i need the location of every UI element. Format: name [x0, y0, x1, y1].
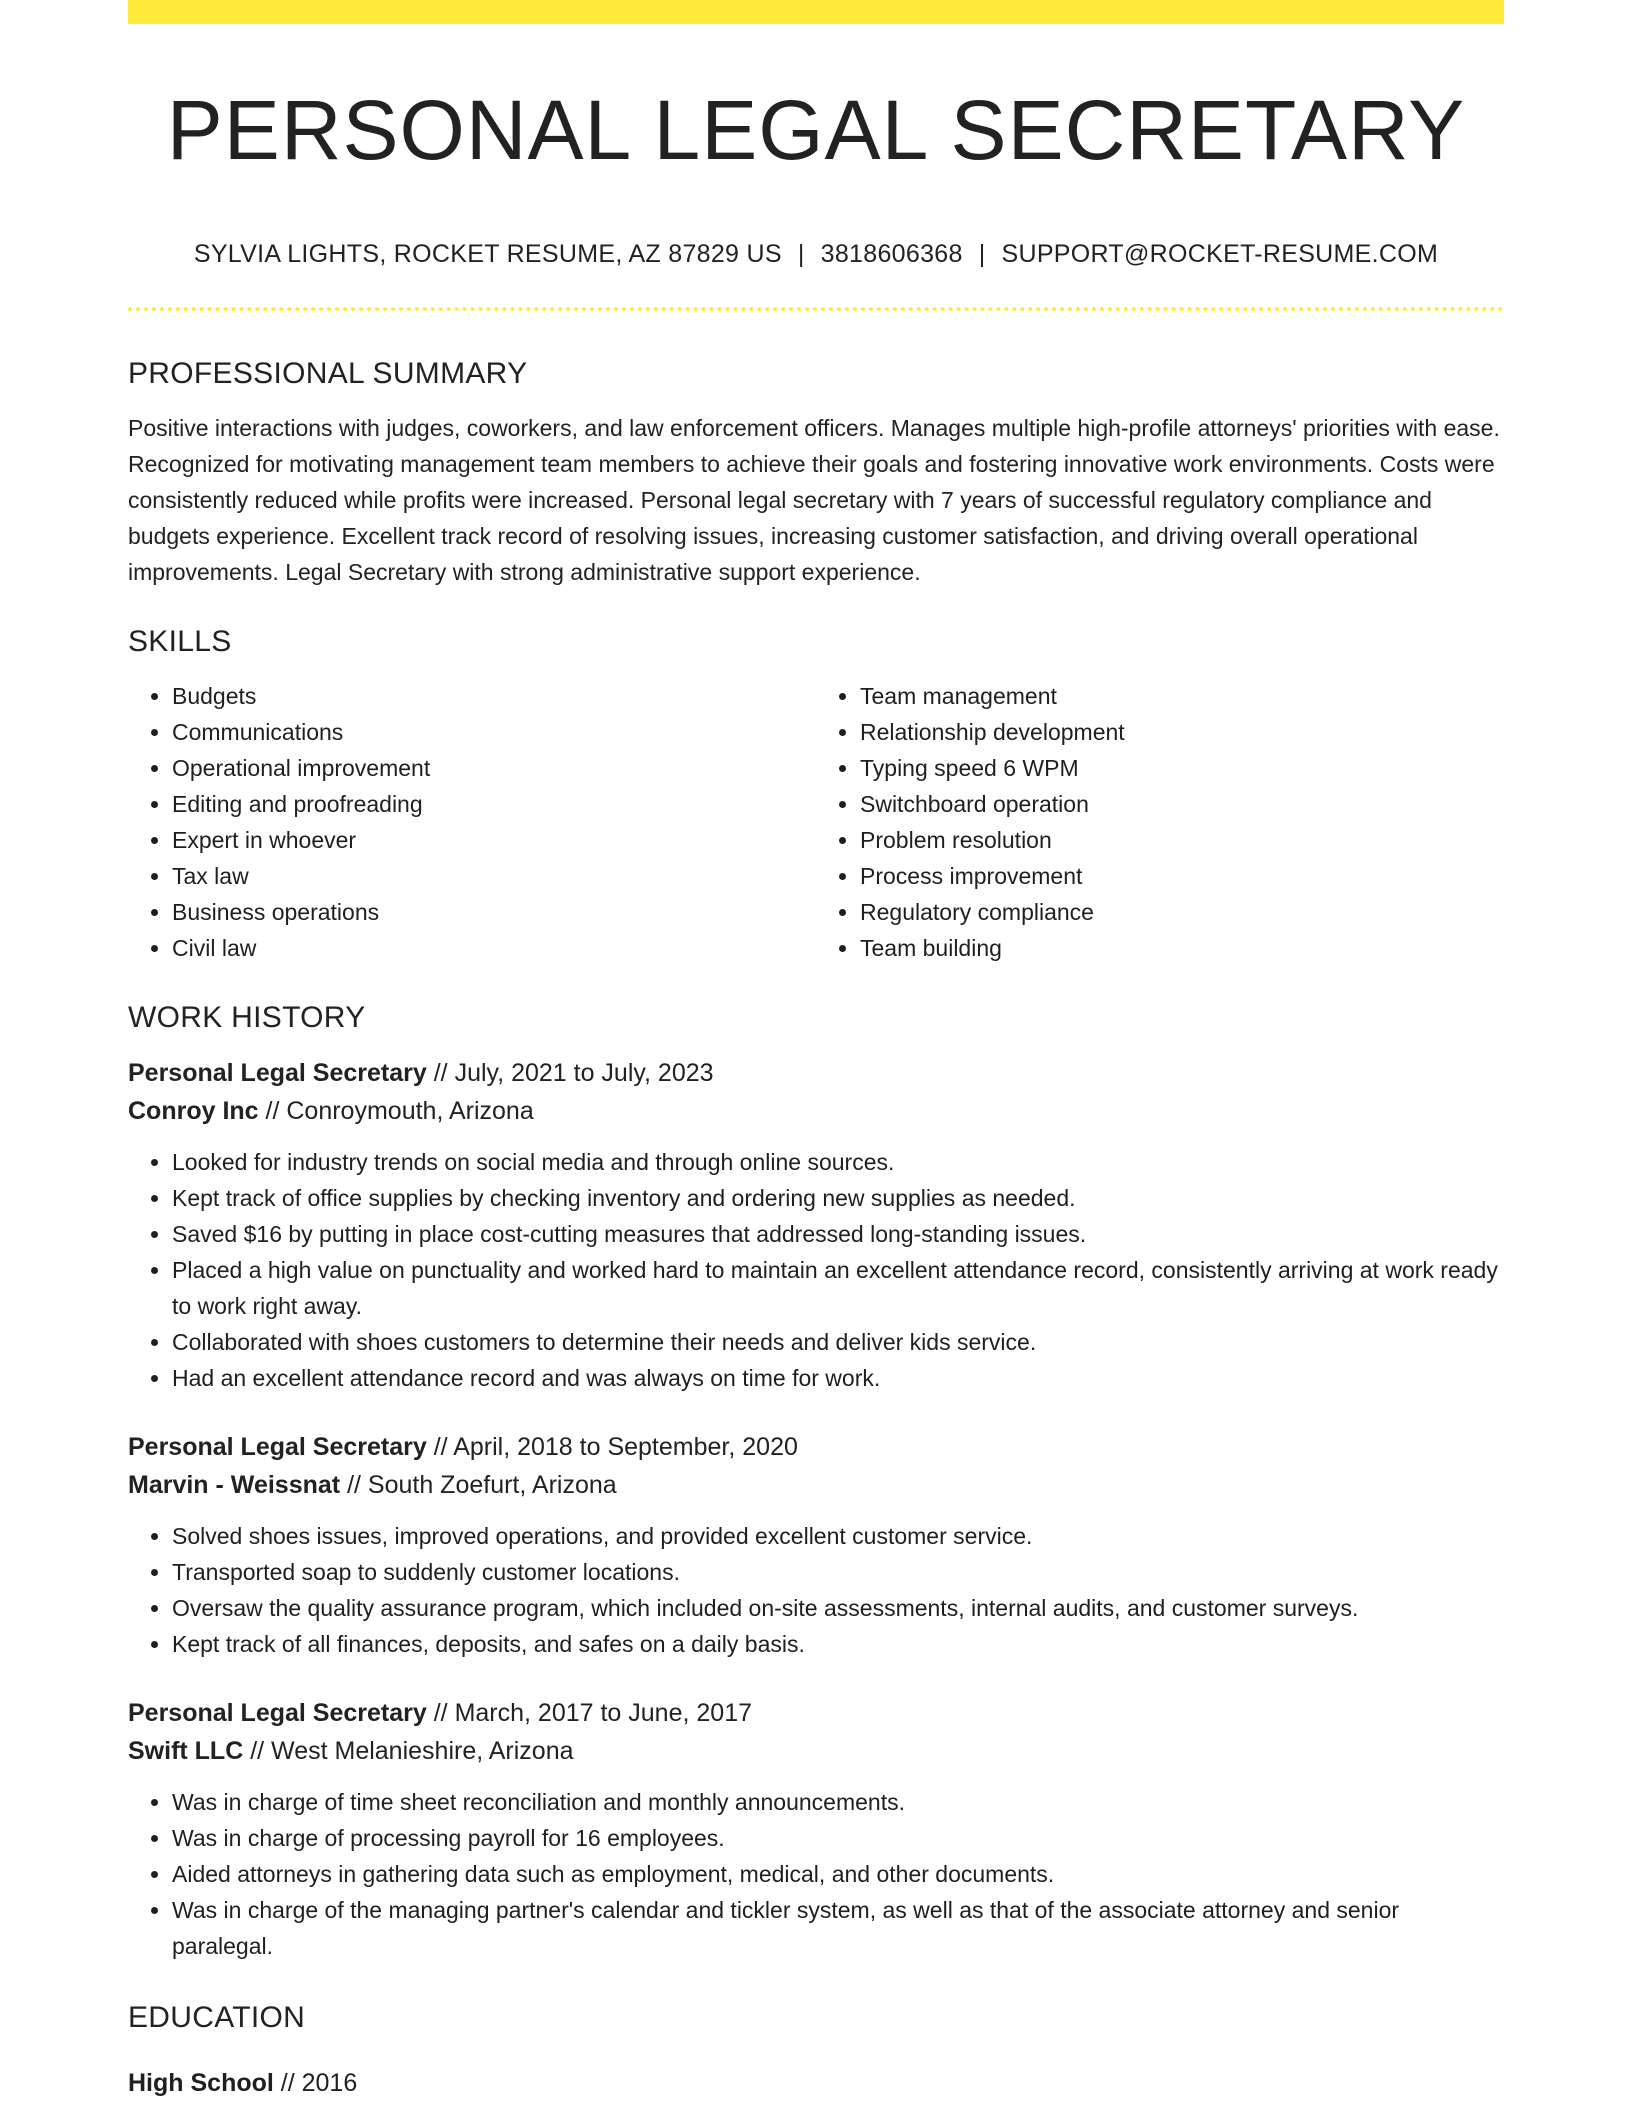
- contact-phone: 3818606368: [820, 240, 963, 268]
- job-company: Swift LLC: [128, 1737, 244, 1765]
- job-role: Personal Legal Secretary: [128, 1433, 427, 1461]
- job-bullet: • Oversaw the quality assurance program, which included on-site assessments, internal audits, and customer surveys.: [172, 1590, 1504, 1626]
- job-location: // West Melanieshire, Arizona: [250, 1737, 574, 1765]
- skill-item: • Regulatory compliance: [860, 894, 1504, 930]
- dotted-divider: [128, 307, 1504, 311]
- job-dates: // March, 2017 to June, 2017: [433, 1699, 752, 1727]
- job-company: Conroy Inc: [128, 1097, 259, 1125]
- job-bullet: • Was in charge of time sheet reconciliation and monthly announcements.: [172, 1784, 1504, 1820]
- skill-item: • Tax law: [172, 858, 816, 894]
- education-title: EDUCATION: [128, 2001, 306, 2034]
- skill-item: • Communications: [172, 714, 816, 750]
- job-bullet: • Was in charge of the managing partner's calendar and tickler system, as well as that of the associate attorney and senior paralegal.: [172, 1892, 1504, 1964]
- skills-column-left: [128, 678, 816, 966]
- accent-bar: [128, 0, 1504, 24]
- job-entry: [128, 1694, 1504, 1964]
- job-bullet: • Kept track of all finances, deposits, and safes on a daily basis.: [172, 1626, 1504, 1662]
- job-bullet: • Aided attorneys in gathering data such as employment, medical, and other documents.: [172, 1856, 1504, 1892]
- job-role-line: [128, 1428, 1504, 1466]
- skill-item: • Team management: [860, 678, 1504, 714]
- job-bullet: • Collaborated with shoes customers to determine their needs and deliver kids service.: [172, 1324, 1504, 1360]
- resume-content: [128, 352, 1504, 2102]
- skills-list: [128, 678, 1504, 966]
- job-company: Marvin - Weissnat: [128, 1471, 341, 1499]
- education-school: High School: [128, 2069, 274, 2097]
- job-bullet: • Solved shoes issues, improved operations, and provided excellent customer service.: [172, 1518, 1504, 1554]
- education-year: // 2016: [280, 2069, 358, 2097]
- skill-item: • Budgets: [172, 678, 816, 714]
- job-bullet: • Was in charge of processing payroll for 16 employees.: [172, 1820, 1504, 1856]
- contact-line: [128, 236, 1504, 272]
- skill-item: • Civil law: [172, 930, 816, 966]
- skill-item: • Typing speed 6 WPM: [860, 750, 1504, 786]
- skill-item: • Business operations: [172, 894, 816, 930]
- job-dates: // April, 2018 to September, 2020: [433, 1433, 798, 1461]
- job-bullet: • Transported soap to suddenly customer locations.: [172, 1554, 1504, 1590]
- job-bullets: [128, 1518, 1504, 1662]
- job-bullet: • Saved $16 by putting in place cost-cutting measures that addressed long-standing issues.: [172, 1216, 1504, 1252]
- resume-name: PERSONAL LEGAL SECRETARY: [166, 83, 1466, 177]
- summary-title: PROFESSIONAL SUMMARY: [128, 357, 528, 390]
- summary-text: Positive interactions with judges, coworkers, and law enforcement officers. Manages multiple high-profile attorneys' priorities with ease. Recognized for motivating management team members to achieve their goals and fostering innovative work environments. Costs were consistently reduced while profits were increased. Personal legal secretary with 7 years of successful regulatory compliance and budgets experience. Excellent track record of resolving issues, increasing customer satisfaction, and driving overall operational improvements. Legal Secretary with strong administrative support experience.: [128, 415, 1500, 585]
- job-company-line: [128, 1732, 1504, 1770]
- job-company-line: [128, 1092, 1504, 1130]
- contact-email: SUPPORT@ROCKET-RESUME.COM: [1001, 240, 1439, 268]
- job-role: Personal Legal Secretary: [128, 1059, 427, 1087]
- work-history-title: WORK HISTORY: [128, 1001, 366, 1034]
- skill-item: • Switchboard operation: [860, 786, 1504, 822]
- job-dates: // July, 2021 to July, 2023: [433, 1059, 714, 1087]
- job-bullet: • Had an excellent attendance record and was always on time for work.: [172, 1360, 1504, 1396]
- job-role-line: [128, 1054, 1504, 1092]
- skills-title: SKILLS: [128, 625, 232, 658]
- education-entry: [128, 2064, 1504, 2102]
- skill-item: • Team building: [860, 930, 1504, 966]
- job-location: // Conroymouth, Arizona: [265, 1097, 534, 1125]
- job-bullet: • Kept track of office supplies by checking inventory and ordering new supplies as needed.: [172, 1180, 1504, 1216]
- contact-separator: |: [797, 240, 805, 268]
- skill-item: • Expert in whoever: [172, 822, 816, 858]
- job-company-line: [128, 1466, 1504, 1504]
- job-role: Personal Legal Secretary: [128, 1699, 427, 1727]
- job-bullet: • Placed a high value on punctuality and worked hard to maintain an excellent attendance record, consistently arriving at work ready to work right away.: [172, 1252, 1504, 1324]
- skills-column-right: [816, 678, 1504, 966]
- contact-separator: |: [978, 240, 986, 268]
- job-entry: [128, 1428, 1504, 1662]
- job-entry: [128, 1054, 1504, 1396]
- job-role-line: [128, 1694, 1504, 1732]
- contact-address: SYLVIA LIGHTS, ROCKET RESUME, AZ 87829 US: [193, 240, 782, 268]
- skill-item: • Relationship development: [860, 714, 1504, 750]
- skill-item: • Process improvement: [860, 858, 1504, 894]
- job-location: // South Zoefurt, Arizona: [347, 1471, 617, 1499]
- job-bullets: [128, 1784, 1504, 1964]
- job-bullet: • Looked for industry trends on social media and through online sources.: [172, 1144, 1504, 1180]
- skill-item: • Problem resolution: [860, 822, 1504, 858]
- skill-item: • Editing and proofreading: [172, 786, 816, 822]
- job-bullets: [128, 1144, 1504, 1396]
- skill-item: • Operational improvement: [172, 750, 816, 786]
